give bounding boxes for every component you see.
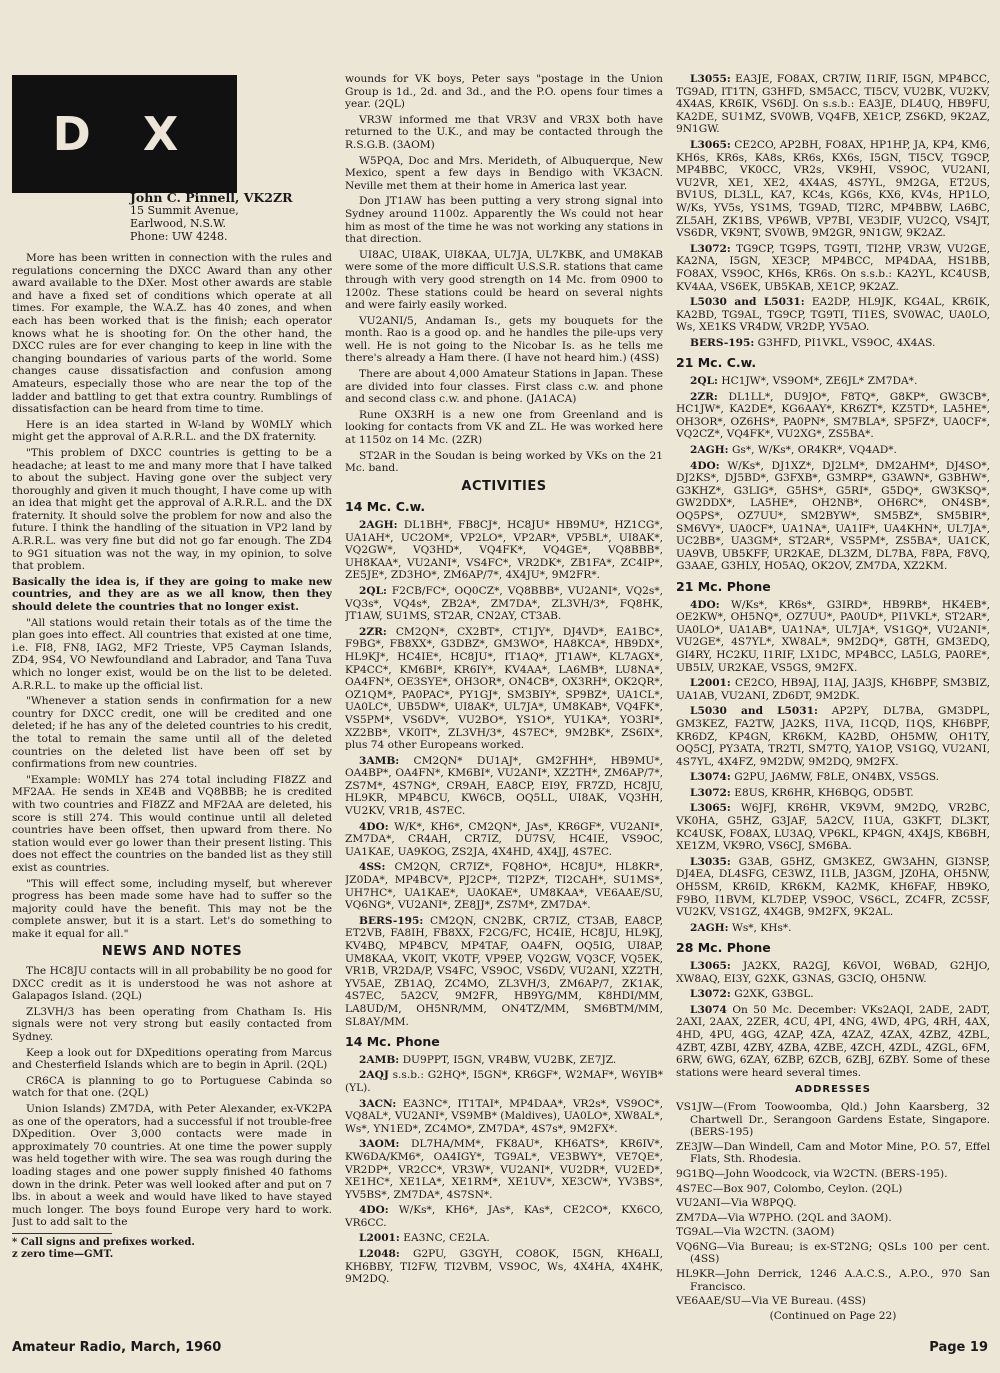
callsign-list: CE2CO, AP2BH, FO8AX, HP1HP, JA, KP4, KM6, KH6s, KR6s, KA8s, KR6s, KX6s, I5GN, TI5CV, TG9CP, MP4BBC, VK0CC, VR2s, VK9HI, VS9OC, VU2ANI, VU2VR, XE1, XE2, 4X4AS, 4S7YL, 9M2GA, ET2US, BV1US, DL3LL, KA7, KC4s, KG6s, KX6, KV4s, HP1LO, W/Ks, YV5s, YS1MS, TG9AD, TI2RC, MP4BBW, LA6BC, ZL5AH, ZK1BS, VP6WB, VP7BI, VE3DIF, VU2CQ, VS4JT, VS6DR, VK9NT, SV0WB, 9M2GR, 9N1GW, 9K2AZ. xyxy=(676,138,990,240)
callsign-list: G2PU, G3GYH, CO8OK, I5GN, KH6ALI, KH6BBY, TI2FW, TI2VBM, VS9OC, Ws, 4X4HA, 4X4HK, 9M2DQ. xyxy=(345,1248,663,1286)
callsign-list: DL1LL*, DU9JO*, F8TQ*, G8KP*, GW3CB*, HC1JW*, KA2DE*, KG6AAY*, KR6ZT*, KZ5TD*, LA5HE*, OH3OR*, OZ6HS*, PA0PN*, SM7BLA*, SP5FZ*, UA0CF*, VQ2CZ*, VQ4FK*, VU2XG*, ZS5BA*. xyxy=(676,390,990,441)
callsign-list: CM2QN, CR7IZ*, FQ8HO*, HC8JU*, HL8KR*, JZ0DA*, MP4BCV*, PJ2CP*, TI2PZ*, TI2CAH*, SU1MS*, UH7HC*, UA1KAE*, UA0KAE*, UM8KAA*, VE6AAE/SU, VQ6NG*, VU2ANI*, ZE8JJ*, ZS7M*, ZM7DA*. xyxy=(345,861,663,912)
station-label: L5030 and L5031: xyxy=(690,296,805,309)
address-entry: 9G1BQ—John Woodcock, via W2CTN. (BERS-195). xyxy=(676,1167,948,1180)
news-paragraph: ST2AR in the Soudan is being worked by VKs on the 21 Mc. band. xyxy=(345,449,663,475)
activity-entry xyxy=(345,519,663,582)
station-label: 2AGH: xyxy=(690,921,729,934)
station-label: L3072: xyxy=(690,242,731,255)
address-entry: VQ6NG—Via Bureau; is ex-ST2NG; QSLs 100 per cent. (4SS) xyxy=(676,1240,990,1266)
column-3 xyxy=(676,73,990,1331)
activity-entry xyxy=(345,821,663,859)
activity-entry xyxy=(345,1204,663,1229)
activity-entry xyxy=(676,73,990,136)
intro-paragraph-emphasis: Basically the idea is, if they are going to make new countries, and they are as we all know, then they should delete the countries that no longer exist. xyxy=(12,575,332,614)
callsign-list: F2CB/FC*, OQ0CZ*, VQ8BBB*, VU2ANI*, VQ2s*, VQ3s*, VQ4s*, ZB2A*, ZM7DA*, ZL3VH/3*, FQ8HK, JT1AW, SU1MS, ST2AR, CN2AY, CT3AB. xyxy=(345,584,663,623)
author-address-line: Earlwood, N.S.W. xyxy=(130,217,226,230)
author-phone: Phone: UW 4248. xyxy=(130,230,228,243)
callsign-list: E8US, KR6HR, KH6BQG, OD5BT. xyxy=(734,786,914,799)
author-name: John C. Pinnell, VK2ZR xyxy=(130,190,293,205)
callsign-list: EA3NC, CE2LA. xyxy=(403,1232,490,1245)
activity-entry xyxy=(676,444,990,457)
station-label: L3072: xyxy=(690,786,731,799)
callsign-list: EA3JE, FO8AX, CR7IW, I1RIF, I5GN, MP4BCC, TG9AD, IT1TN, G3HFD, SM5ACC, TI5CV, VU2BK, VU2KV, 4X4AS, KR6IK, VS6DJ. On s.s.b.: EA3JE, DL4UQ, HB9FU, KA2DE, SU1MZ, SV0WB, VQ4FB, XE1CP, ZS6KD, 9K2AZ, 9N1GW. xyxy=(676,73,990,136)
author-block xyxy=(130,191,335,243)
activity-entry xyxy=(345,915,663,1028)
page-title: D X xyxy=(52,107,197,161)
station-label: 4DO: xyxy=(359,1204,389,1217)
station-label: 3AMB: xyxy=(359,754,400,767)
activity-entry xyxy=(676,677,990,702)
news-paragraph: Union Islands) ZM7DA, with Peter Alexander, ex-VK2PA as one of the operators, had a successful if not trouble-free DXpedition. Over 3,000 contacts were made in approximately 70 countries. At one time the power supply was held together with wire. The sea was rough during the loading stages and one power supply finished 40 fathoms down in the drink. Peter was well looked after and put on 7 lbs. in about a week and would have liked to have stayed much longer. The boys found Europe very hard to work. Just to add salt to the xyxy=(12,1103,332,1229)
column-2 xyxy=(345,73,663,1309)
addresses-heading: ADDRESSES xyxy=(795,1084,871,1096)
intro-paragraph: "Example: W0MLY has 274 total including FI8ZZ and MF2AA. He sends in XE4B and VQ8BBB; he is credited with two countries and FI8ZZ and MF2AA are deleted, his score is still 274. This would continue until all deleted countries have been offset, then upward from there. No station would ever go lower than their present listing. This does not effect the countries on the banded list as they still exist as countries. xyxy=(12,773,332,874)
callsign-list: G3AB, G5HZ, GM3KEZ, GW3AHN, GI3NSP, DJ4EA, DL4SFG, CE3WZ, I1LB, JA3GM, JZ0HA, OH5NW, OH5SM, KR6ID, KR6KM, KA2MK, KH6FAF, HB9KO, F9BO, I1BVM, KL7DEP, VS9OC, VS6CL, ZC4FR, ZC5SF, VU2KV, VS1GZ, 4X4GB, 9M2FX, 9K2AL. xyxy=(676,855,990,919)
news-paragraph: W5PQA, Doc and Mrs. Merideth, of Albuquerque, New Mexico, spent a few days in Bendigo with VK3ACN. Neville met them at their home in America last year. xyxy=(345,154,663,192)
callsign-list: W6JFJ, KR6HR, VK9VM, 9M2DQ, VR2BC, VK0HA, G5HZ, G3JAF, 5A2CV, I1UA, G3KFT, DL3KT, KC4USK, FO8AX, LU3AQ, VP6KL, KP4GN, 4X4JS, KB6BH, XE1ZM, VK9RO, VS6CJ, SM6BA. xyxy=(676,802,990,853)
news-paragraph: Rune OX3RH is a new one from Greenland and is looking for contacts from VK and ZL. He was worked here at 1150z on 14 Mc. (2ZR) xyxy=(345,408,663,447)
callsign-list: On 50 Mc. December: VKs2AQI, 2ADE, 2ADT, 2AXI, 2AAX, 2ZER, 4CU, 4PI, 4NG, 4WD, 4PG, 4RH, 4AX, 4HD, 4PU, 4GG, 4ZAP, 4ZA, 4ZAZ, 4ZAX, 4ZBZ, 4ZBL, 4ZBT, 4ZBI, 4ZBY, 4ZBA, 4ZBE, 4ZCH, 4ZDL, 4ZGL, 6FM, 6RW, 6WG, 6ZAY, 6ZBP, 6ZCB, 6ZBJ, 6ZBY. Some of these stations were heard several times. xyxy=(676,1003,990,1079)
footnote-divider xyxy=(12,1233,112,1234)
author-address-line: 15 Summit Avenue, xyxy=(130,204,239,217)
activities-sections-b xyxy=(676,73,990,1079)
station-label: L3065: xyxy=(690,802,731,815)
address-entry: VU2ANI—Via W8PQQ. xyxy=(676,1197,797,1210)
intro-paragraph: "This will effect some, including myself, but wherever progress has been made some have had to suffer so the majority could have the benefit. This may not be the complete answer, but it is a start. Let's do something to make it equal for all." xyxy=(12,877,332,940)
callsign-list: W/Ks*, KH6*, JAs*, KAs*, CE2CO*, KX6CO, VR6CC. xyxy=(345,1204,663,1229)
activity-entry xyxy=(676,1004,990,1080)
address-entry: ZE3JW—Dan Windell, Cam and Motor Mine, P.O. 57, Effel Flats, Sth. Rhodesia. xyxy=(676,1140,990,1166)
activity-section-title: 14 Mc. C.w. xyxy=(345,499,426,515)
news-paragraph: UI8AC, UI8AK, UI8KAA, UL7JA, UL7KBK, and UM8KAB were some of the more difficult U.S.S.R. stations that came through with very good strength on 14 Mc. from 0900 to 1200z. These stations could be heard on several nights and were fairly easily worked. xyxy=(345,248,663,312)
station-label: L2001: xyxy=(359,1232,400,1245)
activity-entry xyxy=(676,922,990,935)
callsign-list: HC1JW*, VS9OM*, ZE6JL* ZM7DA*. xyxy=(721,375,918,388)
callsign-list: Gs*, W/Ks*, OR4KR*, VQ4AD*. xyxy=(731,444,897,457)
callsign-list: AP2PY, DL7BA, GM3DPL, GM3KEZ, FA2TW, JA2KS, I1VA, I1CQD, I1QS, KH6BPF, KR6DZ, KP4GN, KR6KM, KA2BD, OH5MW, OH1TY, OQ5CJ, PY3ATA, TR2TI, SM7TQ, YA1OP, VS1GQ, VU2ANI, 4S7YL, 4X4FZ, 9M2DW, 9M2DQ, 9M2FX. xyxy=(676,705,990,768)
callsign-list: G3HFD, PI1VKL, VS9OC, 4X4AS. xyxy=(757,336,936,349)
station-label: 3AOM: xyxy=(359,1138,400,1151)
station-label: L3074: xyxy=(690,771,731,784)
callsign-list: CM2QN, CN2BK, CR7IZ, CT3AB, EA8CP, ET2VB, FA8IH, FB8XX, F2CG/FC, HC4IE, HC8JU, HL9KJ, KV4BQ, MP4BCV, MP4TAF, OA4FN, OQ5IG, UI8AP, UM8KAA, VK0IT, VK0TF, VP9EP, VQ2GW, VQ3CF, VQ5EK, VR1B, VR2DA/P, VS4FC, VS9OC, VS6DV, VU2ANI, XZ2TH, YV5AE, ZB1AQ, ZC4MO, ZL3VH/3, ZM6AP/7, ZK1AK, 4S7EC, 5A2CV, 9M2FR, HB9YG/MM, K8HDI/MM, LA8UD/M, OH5NR/MM, ON4TZ/MM, SM6BTM/MM, SL8AY/MM. xyxy=(345,914,663,1028)
intro-paragraph: More has been written in connection with the rules and regulations concerning the DXCC Award than any other award available to the DXer. Most other awards are stable and have a fixed set of conditions which operate at all times. For example, the W.A.Z. has 40 zones, and when each has been worked that is the finish; each operator knows what he is shooting for. On the other hand, the DXCC rules are for ever changing to keep in line with the changing boundaries of various parts of the world. Some changes cause dissatisfaction and confusion among Amateurs, especially those who are near the top of the ladder and battling to get that extra country. Rumblings of dissatisfaction can be heard from time to time. xyxy=(12,252,332,416)
activity-section-title: 14 Mc. Phone xyxy=(345,1034,440,1050)
activity-entry xyxy=(676,243,990,293)
station-label: 4DO: xyxy=(690,598,720,611)
callsign-list: G2PU, JA6MW, F8LE, ON4BX, VS5GS. xyxy=(734,771,940,784)
activity-entry xyxy=(676,771,990,784)
station-label: 2QL: xyxy=(359,584,387,597)
station-label: 4DO: xyxy=(359,820,389,833)
news-paragraph: The HC8JU contacts will in all probability be no good for DXCC credit as it is understood he was not ashore at Galapagos Island. (2QL) xyxy=(12,965,332,1003)
station-label: 3ACN: xyxy=(359,1097,397,1110)
addresses-block xyxy=(676,1084,990,1322)
activity-entry xyxy=(676,960,990,985)
footnote: * Call signs and prefixes worked. xyxy=(12,1236,195,1248)
news-paragraph: There are about 4,000 Amateur Stations in Japan. These are divided into four classes. First class c.w. and phone and second class c.w. and phone. (JA1ACA) xyxy=(345,368,663,406)
station-label: L3055: xyxy=(690,73,731,85)
activity-entry xyxy=(676,139,990,240)
address-entry: VS1JW—(From Toowoomba, Qld.) John Kaarsberg, 32 Chartwell Dr., Serangoon Gardens Estate, Singapore. (BERS-195) xyxy=(676,1100,990,1139)
station-label: 4SS: xyxy=(359,861,386,874)
callsign-list: G2XK, G3BGL. xyxy=(734,988,814,1001)
news-paragraph: VU2ANI/5, Andaman Is., gets my bouquets for the month. Rao is a good op. and he handles the pile-ups very well. He is not going to the Nicobar Is. as he tells me there's already a Ham there. (I have not heard him.) (4SS) xyxy=(345,314,663,365)
continued-note: (Continued on Page 22) xyxy=(769,1309,897,1322)
activity-entry xyxy=(345,1054,663,1067)
activity-entry xyxy=(676,375,990,388)
activity-entry xyxy=(676,705,990,768)
station-label: 2QL: xyxy=(690,375,718,388)
intro-paragraph: "This problem of DXCC countries is getting to be a headache; at least to me and many more that I have talked to about the subject. Having gone over the subject very thoroughly and given it much thought, I have come up with an idea that might get the approval of A.R.R.L. and the DX fraternity. It should solve the problem for now and also the future. I think the handling of the situation in VP2 land by A.R.R.L. was very fine but did not go far enough. The ZD4 to 9G1 situation was not the way, in my opinion, to solve that problem. xyxy=(12,446,332,573)
station-label: 2AMB: xyxy=(359,1053,400,1066)
callsign-list: JA2KX, RA2GJ, K6VOI, W6BAD, G2HJO, XW8AQ, EI3Y, G2XK, G3NAS, G3CIQ, OH5NW. xyxy=(676,960,990,985)
footer-page-number: Page 19 xyxy=(929,1340,988,1355)
news-paragraph: VR3W informed me that VR3V and VR3X both have returned to the U.K., and may be contacted through the R.S.G.B. (3AOM) xyxy=(345,113,663,151)
news-paragraph: Don JT1AW has been putting a very strong signal into Sydney around 1100z. Apparently the Ws could not hear him as most of the time he was not working any stations in that direction. xyxy=(345,195,663,246)
activity-section-title: 28 Mc. Phone xyxy=(676,940,771,956)
callsign-list: DU9PPT, I5GN, VR4BW, VU2BK, ZE7JZ. xyxy=(402,1053,617,1066)
news-heading: NEWS AND NOTES xyxy=(101,944,243,960)
callsign-list: W/K*, KH6*, CM2QN*, JAs*, KR6GF*, VU2ANI*, ZM7DA*, CR4AH, CR7IZ, DU7SV, HC4IE, VS9OC, UA1KAE, UA9KOG, ZS2JA, 4X4HD, 4X4JJ, 4S7EC. xyxy=(345,820,663,858)
station-label: 2ZR: xyxy=(690,390,718,403)
station-label: BERS-195: xyxy=(359,914,424,927)
activity-entry xyxy=(345,861,663,911)
footnote: z zero time—GMT. xyxy=(12,1248,114,1260)
intro-paragraph: "All stations would retain their totals as of the time the plan goes into effect. All countries that existed at one time, i.e. FI8, FN8, IAG2, MF2 Trieste, VP5 Cayman Islands, ZD4, 9S4, VO Newfoundland and Labrador, and Tana Tuva which no longer exist, would be on the list to be deleted. A.R.R.L. to make up the official list. xyxy=(12,616,332,692)
callsign-list: EA3NC*, IT1TAI*, MP4DAA*, VR2s*, VS9OC*, VQ8AL*, VU2ANI*, VS9MB* (Maldives), UA0LO*, XW8AL*, Ws*, YN1ED*, ZC4MO*, ZM7DA*, 4S7s*, 9M2FX*. xyxy=(345,1097,663,1135)
activity-entry xyxy=(345,585,663,623)
station-label: BERS-195: xyxy=(690,336,755,349)
station-label: L3065: xyxy=(690,138,731,151)
activity-entry xyxy=(676,391,990,441)
station-label: L3072: xyxy=(690,988,731,1001)
activity-entry xyxy=(345,1138,663,1201)
station-label: L3065: xyxy=(690,960,731,972)
news-paragraph: ZL3VH/3 has been operating from Chatham Is. His signals were not very strong but easily contacted from Sydney. xyxy=(12,1005,332,1044)
station-label: 2AGH: xyxy=(359,519,398,531)
callsign-list: CM2QN*, CX2BT*, CT1JY*, DJ4VD*, EA1BC*, F9BG*, FB8XX*, G3DBZ*, GM3WO*, HA8KCA*, HB9DX*, HL9KJ*, HC4IE*, HC8JU*, IT1AQ*, JT1AW*, KL7AGX*, KP4CC*, KM6BI*, KR6IY*, KV4AA*, LA6MB*, LU8NA*, OA4FN*, OE3SYE*, OH3OR*, ON4CB*, OX3RH*, OK2QR*, OZ1QM*, PA0PAC*, PY1GJ*, SM3BIY*, SP9BZ*, UA1CL*, UA0LC*, UB5DW*, UI8AK*, UL7JA*, UM8KAB*, VQ4FK*, VS5PM*, VS6DV*, VU2BO*, YS1O*, YU1KA*, YO3RI*, XZ2BB*, VK0IT*, ZL3VH/3*, 4S7EC*, 9M2BK*, ZS6IX*, plus 74 other Europeans worked. xyxy=(345,625,663,752)
activity-entry xyxy=(345,1232,663,1245)
address-entry: VE6AAE/SU—Via VE Bureau. (4SS) xyxy=(676,1295,866,1308)
activity-entry xyxy=(345,1248,663,1286)
dx-title-block xyxy=(12,75,237,193)
station-label: L3035: xyxy=(690,855,731,868)
activity-entry xyxy=(345,755,663,818)
callsign-list: DL7HA/MM*, FK8AU*, KH6ATS*, KR6IV*, KW6DA/KM6*, OA4IGY*, TG9AL*, VE3BWY*, VE7QE*, VR2DP*, VR2CC*, VR3W*, VU2ANI*, VU2DR*, VU2ED*, XE1HC*, XE1LA*, XE1RM*, XE1UV*, XE3CW*, YV3BS*, YV5BS*, ZM7DA*, 4S7SN*. xyxy=(345,1138,663,1201)
news-paragraph: Keep a look out for DXpeditions operating from Marcus and Chesterfield Islands which are to begin in April. (2QL) xyxy=(12,1046,332,1072)
activity-entry xyxy=(676,856,990,919)
activity-entry xyxy=(676,460,990,573)
callsign-list: TG9CP, TG9PS, TG9TI, TI2HP, VR3W, VU2GE, KA2NA, I5GN, XE3CP, MP4BCC, MP4DAA, HS1BB, FO8AX, VS9OC, KH6s, KR6s. On s.s.b.: KA2YL, KC4USB, KV4AA, VS6EK, UB5KAB, XE1CP, 9K2AZ. xyxy=(676,242,990,293)
address-entry: 4S7EC—Box 907, Colombo, Ceylon. (2QL) xyxy=(676,1182,903,1195)
footer-publication: Amateur Radio, March, 1960 xyxy=(12,1340,222,1355)
callsign-list: W/Ks*, DJ1XZ*, DJ2LM*, DM2AHM*, DJ4SO*, DJ2KS*, DJ5BD*, G3FXB*, G3MRP*, G3AWN*, G3BHW*, G3KHZ*, G3LIG*, G5HS*, G5RI*, G5DQ*, GW3KSQ*, GW2DDX*, LA5HE*, OH2NB*, OH6RC*, ON4SB*, OQ5PS*, OZ7UU*, SM2BYW*, SM5BZ*, SM5BIR*, SM6VY*, UA0CF*, UA1NA*, UA1IF*, UA4KHN*, UL7JA*, UC2BB*, UA3GM*, ST2AR*, VS5PM*, ZS5BA*, UA1CK, UA9VB, UB5KFF, UR2KAE, DL3ZM, DL7BA, F8PA, F8VQ, G3AAE, G3HLY, HO5AQ, OK2OV, ZM7DA, XZ2KM. xyxy=(676,459,990,573)
callsign-list: Ws*, KHs*. xyxy=(731,921,792,934)
activity-entry xyxy=(345,626,663,752)
station-label: 2AGH: xyxy=(690,444,729,457)
station-label: 2ZR: xyxy=(359,625,387,638)
callsign-list: s.s.b.: G2HQ*, I5GN*, KR6GF*, W2MAF*, W6YIB* (YL). xyxy=(345,1069,663,1094)
news-paragraph: wounds for VK boys, Peter says "postage in the Union Group is 1d., 2d. and 3d., and the P.O. opens four times a year. (2QL) xyxy=(345,73,663,111)
callsign-list: W/Ks*, KR6s*, G3IRD*, HB9RB*, HK4EB*, OE2KW*, OH5NQ*, OZ7UU*, PA0UD*, PI1VKL*, ST2AR*, UA0LO*, UA1AB*, UA1NA*, UL7JA*, VS1GQ*, VU2ANI*, VU2GE*, 4S7YL*, XW8AL*, 9M2DQ*, G8TH, GM3EDQ, GI4RY, HC2KU, I1RIF, LX1DC, MP4BCC, LA5LG, PA0RE*, UB5LV, UR2KAE, VS5GS, 9M2FX. xyxy=(676,598,990,674)
intro-paragraph: Here is an idea started in W-land by W0MLY which might get the approval of A.R.R.L. and the DX fraternity. xyxy=(12,418,332,444)
station-label: L2048: xyxy=(359,1248,400,1261)
callsign-list: EA2DP, HL9JK, KG4AL, KR6IK, KA2BD, TG9AL, TG9CP, TG9TI, TI1ES, SV0WAC, UA0LO, Ws, XE1KS VR4DW, VR2DP, YV5AO. xyxy=(676,296,990,334)
station-label: 2AQJ xyxy=(359,1069,389,1082)
column-1 xyxy=(12,252,332,1309)
station-label: L5030 and L5031: xyxy=(690,705,818,718)
intro-paragraph: "Whenever a station sends in confirmation for a new country for DXCC credit, one will be credited and one deleted; if he has any of the deleted countries to his credit, the total to remain the same until all of the deleted countries on the deleted list have been off set by confirmations from new countries. xyxy=(12,695,332,771)
station-label: L3074 xyxy=(690,1003,727,1016)
activity-section-title: 21 Mc. C.w. xyxy=(676,355,757,371)
activity-entry xyxy=(676,296,990,334)
activities-sections-a xyxy=(345,501,663,1285)
activity-entry xyxy=(676,599,990,675)
addresses-list xyxy=(676,1101,990,1308)
callsign-list: DL1BH*, FB8CJ*, HC8JU* HB9MU*, HZ1CG*, UA1AH*, UC2OM*, VP2LO*, VP2AR*, VP5BL*, UI8AK*, VQ2GW*, VQ3HD*, VQ4FK*, VQ4GE*, VQ8BBB*, UH8KAA*, VU2ANI*, VS4FC*, VR2DK*, ZB1FA*, ZC4IP*, ZE5JE*, ZD3HO*, ZM6AP/7*, 4X4JU*, 9M2FR*. xyxy=(345,519,663,582)
activity-entry xyxy=(676,337,990,350)
callsign-list: CM2QN* DU1AJ*, GM2FHH*, HB9MU*, OA4BP*, OA4FN*, KM6BI*, VU2ANI*, XZ2TH*, ZM6AP/7*, ZS7M*, 4S7NG*, CR9AH, EA8CP, EI9Y, FR7ZD, HC8JU, HL9KR, MP4BCU, KW6CB, OQ5LL, UI8AK, VQ3HH, VU2KV, VR1B, 4S7EC. xyxy=(345,754,663,818)
activity-entry xyxy=(345,1069,663,1094)
activity-entry xyxy=(676,787,990,800)
address-entry: ZM7DA—Via W7PHO. (2QL and 3AOM). xyxy=(676,1211,892,1224)
activity-entry xyxy=(676,802,990,852)
activity-entry xyxy=(345,1098,663,1136)
news-paragraph: CR6CA is planning to go to Portuguese Cabinda so watch for that one. (2QL) xyxy=(12,1074,332,1100)
activities-heading: ACTIVITIES xyxy=(461,478,547,494)
address-entry: HL9KR—John Derrick, 1246 A.A.C.S., A.P.O., 970 San Francisco. xyxy=(676,1268,990,1293)
activity-entry xyxy=(676,988,990,1001)
station-label: 4DO: xyxy=(690,459,720,472)
activity-section-title: 21 Mc. Phone xyxy=(676,578,771,594)
station-label: L2001: xyxy=(690,677,731,690)
address-entry: TG9AL—Via W2CTN. (3AOM) xyxy=(676,1226,835,1239)
callsign-list: CE2CO, HB9AJ, I1AJ, JA3JS, KH6BPF, SM3BIZ, UA1AB, VU2ANI, ZD6DT, 9M2DK. xyxy=(676,677,990,702)
